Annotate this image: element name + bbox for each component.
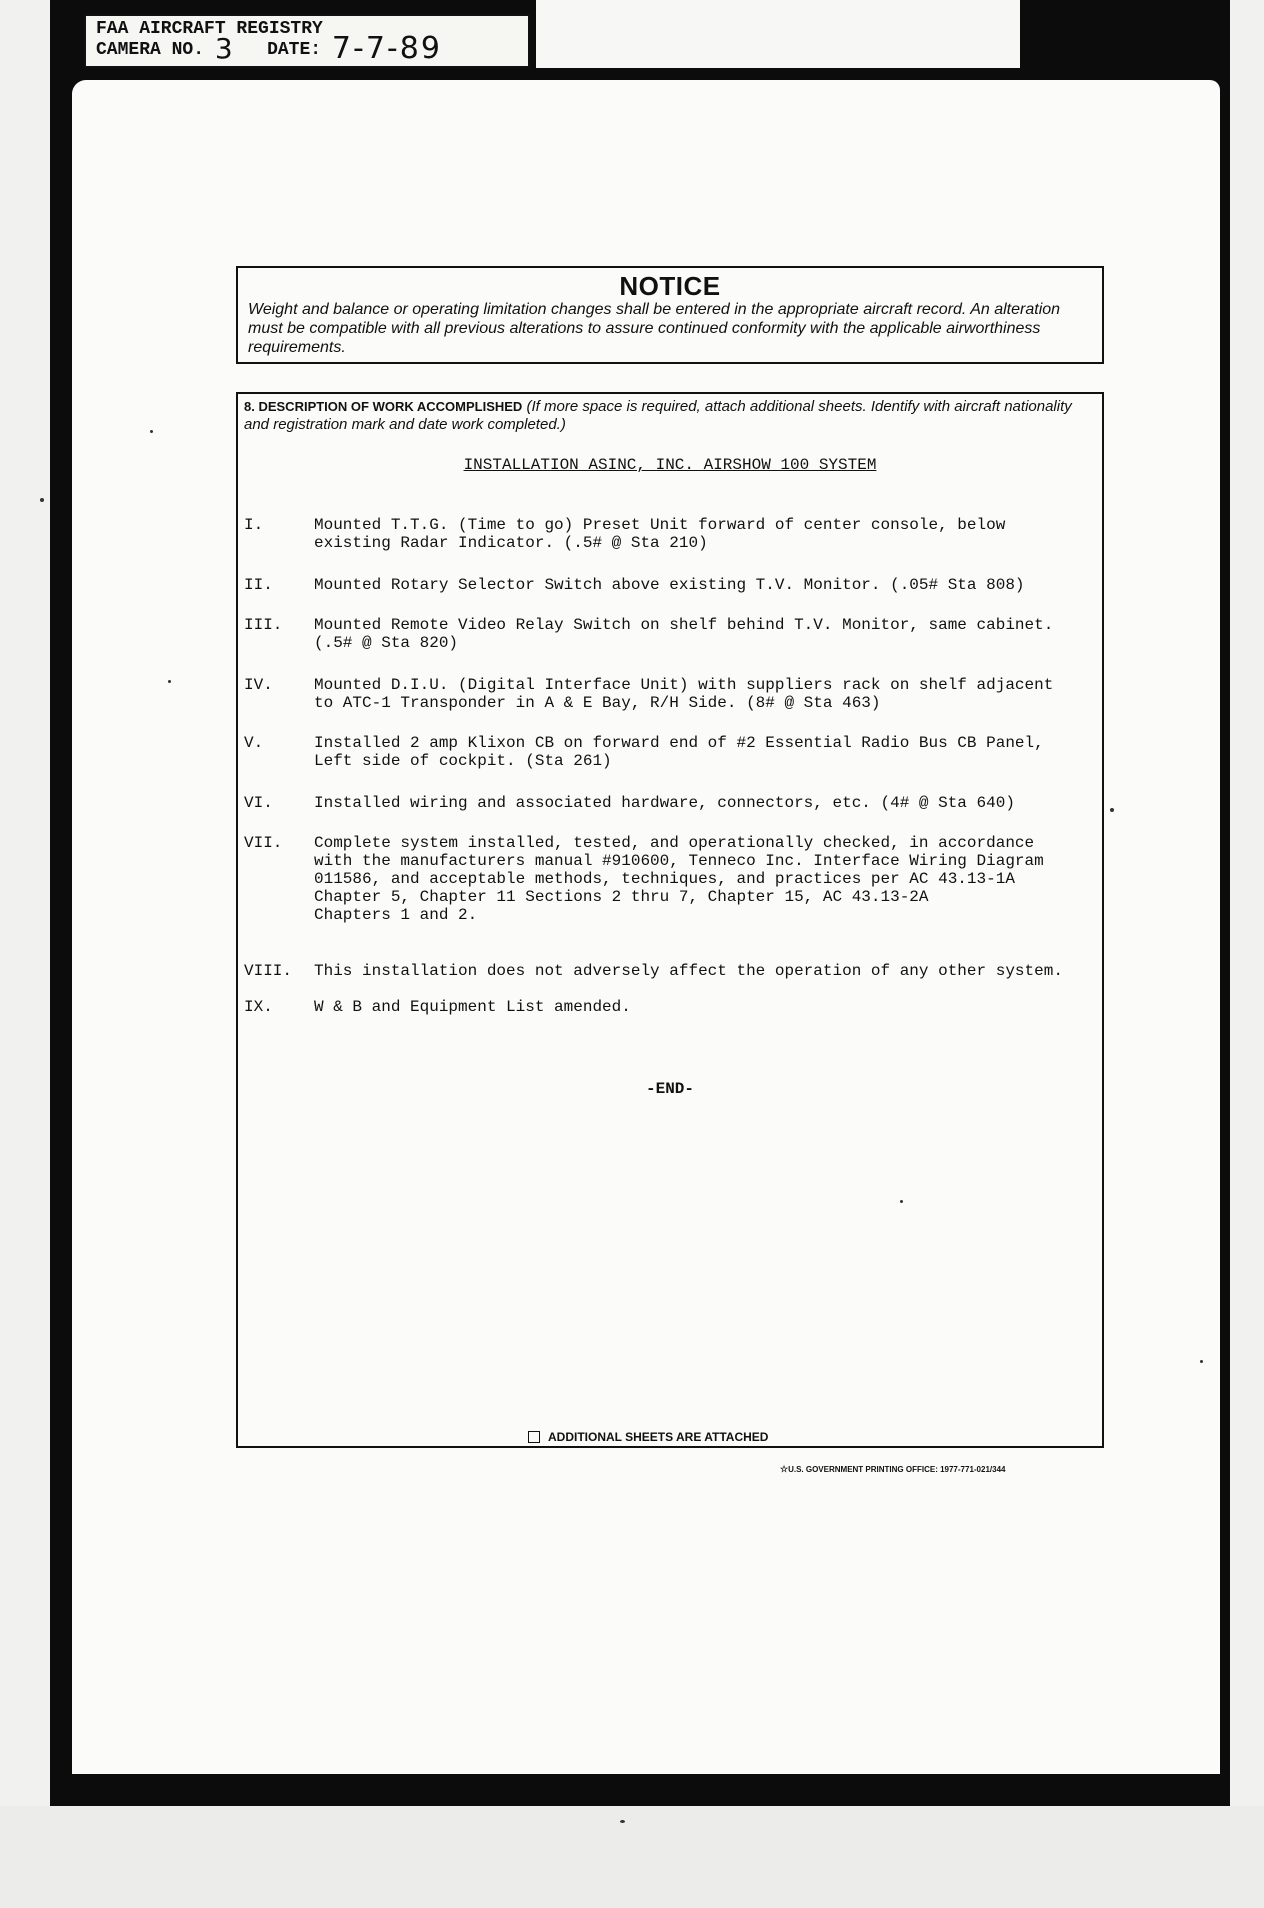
star-icon: ☆ bbox=[780, 1464, 789, 1474]
scan-bottom-margin bbox=[0, 1806, 1264, 1908]
scan-speck bbox=[150, 430, 153, 433]
scan-speck bbox=[1110, 808, 1114, 812]
work-item-text: Mounted Rotary Selector Switch above existing T.V. Monitor. (.05# Sta 808) bbox=[314, 576, 1025, 594]
work-title: INSTALLATION ASINC, INC. AIRSHOW 100 SYSTEM bbox=[463, 456, 877, 474]
work-section-label: 8. DESCRIPTION OF WORK ACCOMPLISHED bbox=[244, 399, 523, 414]
work-description-box bbox=[236, 392, 1104, 1448]
stamp-line-2 bbox=[96, 31, 518, 66]
printing-office-imprint bbox=[780, 1464, 1005, 1475]
work-item-number: VI. bbox=[244, 794, 273, 812]
notice-text: Weight and balance or operating limitation changes shall be entered in the appropriate aircraft record. An alteration must be compatible with all previous alterations to assure continued conformity with the applicable airworthiness requirements. bbox=[248, 301, 1061, 356]
scan-top-gap bbox=[536, 0, 1020, 68]
work-item-number: VII. bbox=[244, 834, 283, 852]
end-marker: -END- bbox=[645, 1080, 694, 1098]
work-item-text: Mounted T.T.G. (Time to go) Preset Unit forward of center console, below existing Radar Indicator. (.5# @ Sta 210) bbox=[314, 516, 1006, 552]
scan-speck bbox=[1200, 1360, 1203, 1363]
stamp-camera-number: 3 bbox=[214, 32, 235, 65]
work-item-text: This installation does not adversely affect the operation of any other system. bbox=[314, 962, 1063, 980]
notice-box bbox=[236, 266, 1104, 364]
stamp-camera-label: CAMERA NO. bbox=[96, 40, 205, 60]
stamp-registry-label: FAA AIRCRAFT REGISTRY bbox=[96, 19, 323, 39]
registry-stamp bbox=[84, 14, 530, 68]
printing-office-text: U.S. GOVERNMENT PRINTING OFFICE: 1977-771-021/344 bbox=[788, 1465, 1006, 1474]
scan-speck bbox=[620, 1820, 625, 1823]
work-item-number: VIII. bbox=[244, 962, 293, 980]
scan-speck bbox=[40, 498, 44, 502]
work-description-header bbox=[244, 398, 1094, 434]
work-section-note: (If more space is required, attach additional sheets. Identify with aircraft nationality and registration mark and date work completed.) bbox=[244, 398, 1072, 433]
work-item-text: Installed 2 amp Klixon CB on forward end of #2 Essential Radio Bus CB Panel, Left side of cockpit. (Sta 261) bbox=[314, 734, 1044, 770]
work-item-text: W & B and Equipment List amended. bbox=[314, 998, 631, 1016]
work-item-text: Mounted D.I.U. (Digital Interface Unit) with suppliers rack on shelf adjacent to ATC-1 Transponder in A & E Bay, R/H Side. (8# @ Sta 463) bbox=[314, 676, 1054, 712]
work-item-number: II. bbox=[244, 576, 273, 594]
scan-speck bbox=[168, 680, 171, 683]
scan-speck bbox=[900, 1200, 903, 1203]
stamp-line-1 bbox=[96, 19, 518, 39]
additional-sheets-row bbox=[528, 1430, 768, 1444]
work-item-text: Complete system installed, tested, and operationally checked, in accordance with the manufacturers manual #910600, Tenneco Inc. Interface Wiring Diagram 011586, and acceptable methods, techniques, and practices per AC 43.13-1A Chapter 5, Chapter 11 Sections 2 thru 7, Chapter 15, AC 43.13-2A Chapters 1 and 2. bbox=[314, 834, 1044, 924]
work-item-text: Mounted Remote Video Relay Switch on shelf behind T.V. Monitor, same cabinet. (.5# @ Sta 820) bbox=[314, 616, 1054, 652]
work-item-number: V. bbox=[244, 734, 264, 752]
notice-title: NOTICE bbox=[619, 271, 721, 301]
work-item-number: III. bbox=[244, 616, 283, 634]
work-item-number: IV. bbox=[244, 676, 273, 694]
additional-sheets-checkbox[interactable] bbox=[528, 1431, 540, 1443]
work-item-number: I. bbox=[244, 516, 264, 534]
additional-sheets-label: ADDITIONAL SHEETS ARE ATTACHED bbox=[548, 1430, 769, 1444]
stamp-date-value: 7-7-89 bbox=[331, 31, 442, 66]
work-item-text: Installed wiring and associated hardware, connectors, etc. (4# @ Sta 640) bbox=[314, 794, 1015, 812]
stamp-date-label: DATE: bbox=[267, 40, 322, 60]
work-item-number: IX. bbox=[244, 998, 273, 1016]
